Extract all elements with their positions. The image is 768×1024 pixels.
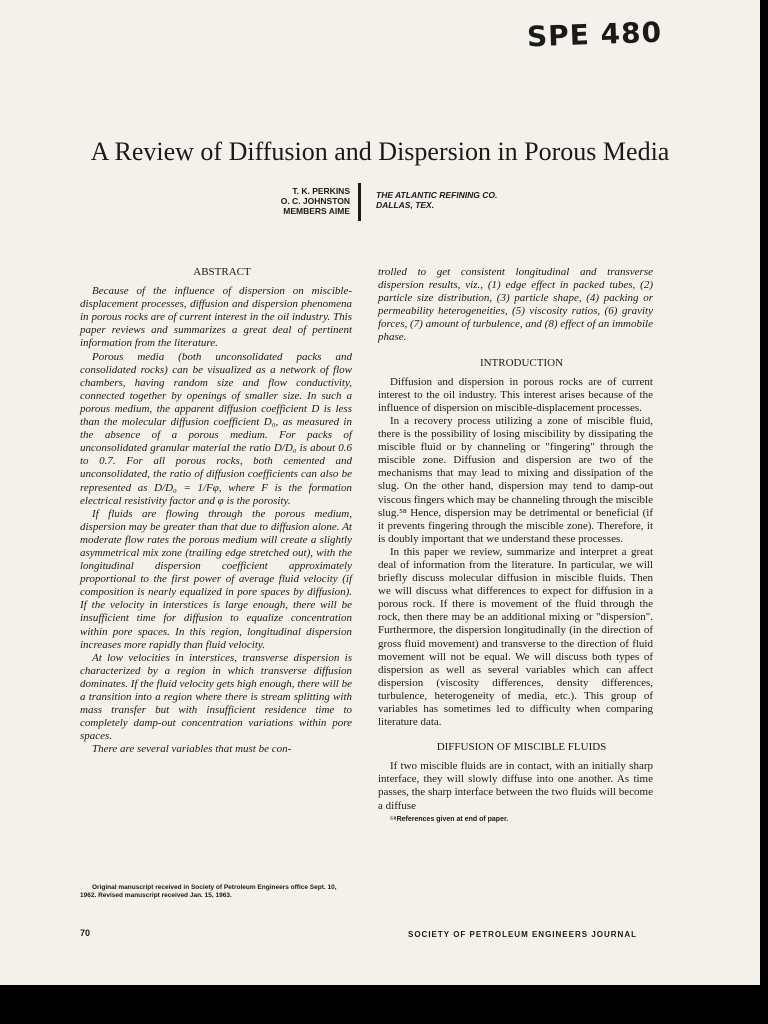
manuscript-footnote [80, 884, 352, 900]
author-block [200, 186, 350, 216]
author-membership: MEMBERS AIME [283, 206, 350, 216]
author-divider [358, 183, 361, 221]
abstract-paragraph: Because of the influence of dispersion on miscible-displacement processes, diffusion and dispersion phenomena in porous rocks are of current interest in the oil industry. This paper reviews and summarizes a great deal of pertinent information from the literature. [80, 285, 352, 350]
affiliation-block [376, 190, 497, 210]
spe-number-stamp: SPE 480 [526, 15, 663, 54]
introduction-paragraph: In a recovery process utilizing a zone of miscible fluid, there is the possibility of losing miscibility by dissipating the miscible fluid or by channeling or "fingering" through the miscible zone. Diffusion and dispersion are two of the mechanisms that may lead to mixing and dissipation of the slug. On the other hand, dispersion may tend to damp-out viscous fingers which may be channeling through the miscible slug.⁵⁸ Hence, dispersion may be detrimental or beneficial (if it prevents fingering through the miscible zone). Therefore, it is doubly important that we understand these processes. [378, 414, 653, 545]
author-name: T. K. PERKINS [292, 186, 350, 196]
abstract-paragraph: Porous media (both unconsolidated packs and consolidated rocks) can be visualized as a network of flow chambers, having random size and flow conductivity, connected together by openings of smaller size. In such a porous medium, the apparent diffusion coefficient D is less than the molecular diffusion coefficient D₀, as measured in the absence of a porous medium. For packs of unconsolidated granular material the ratio D/D₀ is about 0.6 to 0.7. For all porous rocks, both cemented and unconsolidated, the ratio of diffusion coefficients can also be represented as D/D₀ = 1/Fφ, where F is the formation electrical resistivity factor and φ is the porosity. [80, 350, 352, 507]
diffusion-heading: DIFFUSION OF MISCIBLE FLUIDS [436, 741, 607, 754]
journal-name: SOCIETY OF PETROLEUM ENGINEERS JOURNAL [408, 930, 637, 939]
diffusion-paragraph: If two miscible fluids are in contact, with an initially sharp interface, they will slowly diffuse into one another. As time passes, the sharp interface between the two fluids will become a diffuse [378, 760, 653, 812]
abstract-continuation: trolled to get consistent longitudinal and transverse dispersion results, viz., (1) edge effect in packed tubes, (2) particle size distribution, (3) particle shape, (4) packing or permeability heterogeneities, (5) viscosity ratios, (6) gravity forces, (7) amount of turbulence, and (8) effect of an immobile phase. [378, 266, 653, 344]
author-name: O. C. JOHNSTON [280, 196, 350, 206]
affiliation-company: THE ATLANTIC REFINING CO. [376, 190, 498, 200]
footnote-text: Original manuscript received in Society of Petroleum Engineers office Sept. 10, 1962. Revised manuscript received Jan. 15, 1963. [80, 884, 337, 899]
introduction-heading: INTRODUCTION [479, 356, 564, 369]
introduction-paragraph: In this paper we review, summarize and interpret a great deal of information from the literature. In particular, we will briefly discuss molecular diffusion in miscible fluids. Then we will discuss what differences to expect for diffusion in a porous rock. If there is movement of the fluid through the rock, then there may be an additional mixing or "dispersion". Furthermore, the dispersion longitudinally (in the direction of gross fluid movement) and transverse to the direction of fluid movement will not be equal. We will discuss both types of dispersion as well as several variables which can affect dispersion (viscosity differences, density differences, turbulence, heterogeneity of media, etc.). This group of variables has sometimes led to difficulty when comparing literature data. [378, 545, 653, 729]
affiliation-city: DALLAS, TEX. [376, 200, 435, 210]
right-column [378, 266, 653, 826]
paper-title: A Review of Diffusion and Dispersion in Porous Media [90, 137, 670, 166]
abstract-heading: ABSTRACT [193, 266, 251, 278]
page-number: 70 [80, 928, 91, 938]
abstract-paragraph: At low velocities in interstices, transverse dispersion is characterized by a region in which transverse diffusion dominates. If the fluid velocity gets high enough, there will be a transition into a region where there is stream splitting with mass transfer but with insufficient residence time to completely damp-out concentration variations within pore spaces. [80, 651, 352, 743]
abstract-paragraph: There are several variables that must be con- [92, 743, 292, 756]
reference-note: ⁵⁸References given at end of paper. [390, 815, 509, 823]
abstract-paragraph: If fluids are flowing through the porous medium, dispersion may be greater than that due to diffusion alone. At moderate flow rates the porous medium will create a slightly asymmetrical mix zone (trailing edge stretched out), with the longitudinal dispersion coefficient approximately proportional to the first power of average fluid velocity (if composition is nearly equalized in pore spaces by diffusion). If the velocity in interstices is large enough, there will be insufficient time for diffusion to equalize concentration within pore spaces. In this region, longitudinal dispersion increases more rapidly than fluid velocity. [80, 507, 352, 651]
introduction-paragraph: Diffusion and dispersion in porous rocks are of current interest to the oil industry. This interest arises because of the influence of dispersion on miscible-displacement processes. [378, 375, 653, 414]
abstract-column [80, 266, 352, 756]
